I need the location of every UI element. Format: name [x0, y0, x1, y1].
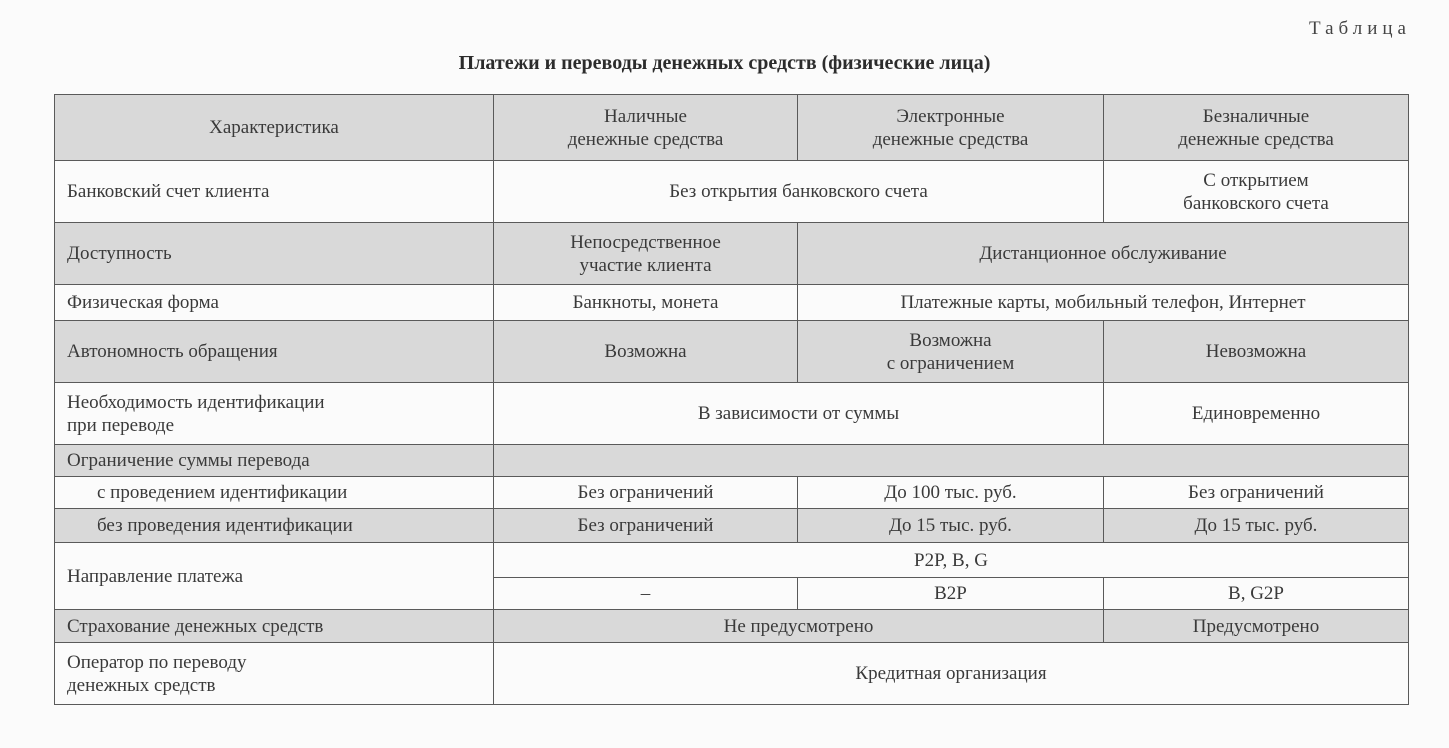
- table-label: Таблица: [1308, 18, 1411, 39]
- cell-autonomy-cash: Возможна: [494, 321, 798, 383]
- cell-direction-noncash: B, G2P: [1104, 578, 1409, 610]
- table-row: [55, 383, 1409, 445]
- cell-limit-without-id-noncash: До 15 тыс. руб.: [1104, 509, 1409, 543]
- cell-identification-shared: В зависимости от суммы: [494, 383, 1104, 445]
- row-label-autonomy: Автономность обращения: [55, 321, 494, 383]
- row-label-availability: Доступность: [55, 223, 494, 285]
- row-label-insurance: Страхование денежных средств: [55, 610, 494, 643]
- header-electronic: Электронные денежные средства: [798, 95, 1104, 161]
- row-label-operator: Оператор по переводу денежных средств: [55, 643, 494, 705]
- cell-limit-without-id-electronic: До 15 тыс. руб.: [798, 509, 1104, 543]
- cell-direction-cash: –: [494, 578, 798, 610]
- row-label-account: Банковский счет клиента: [55, 161, 494, 223]
- table-row: [55, 285, 1409, 321]
- table-row: [55, 223, 1409, 285]
- table-row: [55, 321, 1409, 383]
- row-label-form: Физическая форма: [55, 285, 494, 321]
- row-label-limit: Ограничение суммы перевода: [55, 445, 494, 477]
- header-characteristic: Характеристика: [55, 95, 494, 161]
- cell-form-cash: Банкноты, монета: [494, 285, 798, 321]
- cell-form-shared: Платежные карты, мобильный телефон, Интернет: [798, 285, 1409, 321]
- header-noncash: Безналичные денежные средства: [1104, 95, 1409, 161]
- cell-autonomy-noncash: Невозможна: [1104, 321, 1409, 383]
- cell-availability-cash: Непосредственное участие клиента: [494, 223, 798, 285]
- cell-direction-electronic: B2P: [798, 578, 1104, 610]
- table-row: [55, 477, 1409, 509]
- table-row: [55, 643, 1409, 705]
- header-row: [55, 95, 1409, 161]
- table-row: [55, 445, 1409, 477]
- cell-limit-without-id-cash: Без ограничений: [494, 509, 798, 543]
- table-title: Платежи и переводы денежных средств (физические лица): [458, 52, 991, 74]
- cell-insurance-noncash: Предусмотрено: [1104, 610, 1409, 643]
- header-cash: Наличные денежные средства: [494, 95, 798, 161]
- row-label-direction: Направление платежа: [55, 543, 494, 610]
- cell-operator-shared: Кредитная организация: [494, 643, 1409, 705]
- cell-limit-with-id-noncash: Без ограничений: [1104, 477, 1409, 509]
- cell-availability-shared: Дистанционное обслуживание: [798, 223, 1409, 285]
- cell-limit-empty: [494, 445, 1409, 477]
- cell-limit-with-id-cash: Без ограничений: [494, 477, 798, 509]
- cell-insurance-shared: Не предусмотрено: [494, 610, 1104, 643]
- table-row: [55, 543, 1409, 578]
- table-row: [55, 610, 1409, 643]
- row-label-identification: Необходимость идентификации при переводе: [55, 383, 494, 445]
- cell-autonomy-electronic: Возможна с ограничением: [798, 321, 1104, 383]
- cell-account-shared: Без открытия банковского счета: [494, 161, 1104, 223]
- payments-table: [54, 94, 1409, 705]
- cell-account-noncash: С открытием банковского счета: [1104, 161, 1409, 223]
- cell-identification-noncash: Единовременно: [1104, 383, 1409, 445]
- cell-direction-shared: P2P, B, G: [494, 543, 1409, 578]
- cell-limit-with-id-electronic: До 100 тыс. руб.: [798, 477, 1104, 509]
- row-label-limit-without-id: без проведения идентификации: [55, 509, 494, 543]
- row-label-limit-with-id: с проведением идентификации: [55, 477, 494, 509]
- table-row: [55, 161, 1409, 223]
- table-row: [55, 509, 1409, 543]
